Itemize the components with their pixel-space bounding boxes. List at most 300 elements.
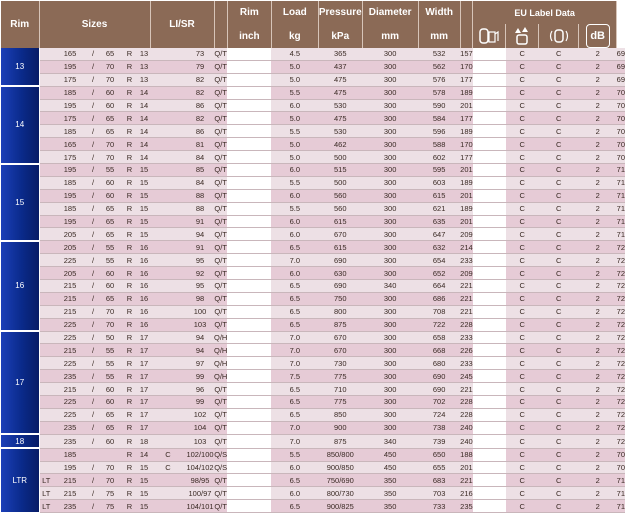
cell-commercial-flag [150,241,186,254]
cell-rim-diameter: 15 [139,204,149,214]
cell-wet-grip-class: C [539,228,579,241]
cell-prefix [39,112,53,125]
cell-diameter: 650 [418,448,460,461]
cell-pressure: 450 [362,461,418,474]
cell-fuel-class: C [506,500,539,513]
cell-load: 750 [318,292,362,305]
cell-aspect-ratio: 55 [99,357,121,370]
cell-prefix [39,151,53,164]
diameter-mm-unit: mm [362,24,418,48]
cell-section-width: 175 [53,73,87,86]
cell-pressure: 300 [362,408,418,421]
column-separator [473,357,506,370]
cell-load: 560 [318,202,362,215]
cell-noise-db: 71 [616,229,626,239]
cell-section-width: 235 [53,370,87,383]
cell-rim-diameter: 14 [139,126,149,136]
cell-pressure: 300 [362,318,418,331]
cell-load-index: 98/95 [186,474,214,487]
column-separator [227,164,271,177]
cell-commercial-flag [150,176,186,189]
cell-commercial-flag [150,383,186,396]
cell-speed-rating: Q/T [214,397,227,407]
table-row [1,396,625,409]
cell-commercial-flag [150,487,186,500]
table-row [1,125,625,138]
cell-rim-width: 6.5 [271,408,318,421]
cell-wet-grip-class: C [539,138,579,151]
size-slash: / [87,434,99,448]
cell-construction: R [121,202,138,215]
cell-rim-width: 5.0 [271,112,318,125]
column-separator [227,138,271,151]
table-row [1,241,625,254]
cell-rim-width: 7.5 [271,370,318,383]
cell-speed-rating: Q/S [214,462,228,472]
cell-load: 900/825 [318,500,362,513]
cell-section-width: 185 [53,202,87,215]
table-row [1,434,625,448]
cell-diameter: 562 [418,60,460,73]
cell-speed-rating: Q/T [214,191,227,201]
cell-speed-rating: Q/T [214,126,227,136]
cell-noise-class: 2 [579,421,617,434]
cell-rim-width: 6.0 [271,487,318,500]
cell-diameter: 703 [418,487,460,500]
cell-construction: R [121,357,138,370]
cell-load-index: 94 [186,228,214,241]
column-separator [227,151,271,164]
cell-commercial-flag [150,86,186,99]
cell-load-index: 96 [186,383,214,396]
cell-rim-diameter: 14 [139,88,149,98]
cell-prefix [39,434,53,448]
cell-fuel-class: C [506,434,539,448]
cell-aspect-ratio: 50 [99,331,121,344]
cell-fuel-class: C [506,318,539,331]
load-header: Load [271,1,318,24]
cell-construction: R [121,421,138,434]
cell-construction: R [121,241,138,254]
cell-noise-db: 72 [616,410,626,420]
cell-rim-width: 5.5 [271,448,318,461]
cell-fuel-class: C [506,99,539,112]
cell-rim-width: 6.5 [271,318,318,331]
cell-wet-grip-class: C [539,267,579,280]
cell-section-width: 185 [53,125,87,138]
cell-noise-db: 72 [616,294,626,304]
cell-noise-class: 2 [579,48,617,60]
size-slash: / [87,202,99,215]
cell-prefix: LT [39,500,53,513]
cell-noise-db: 69 [616,49,626,59]
column-separator [473,151,506,164]
table-row [1,60,625,73]
cell-speed-rating: Q/T [214,178,227,188]
cell-construction: R [121,383,138,396]
cell-pressure: 300 [362,370,418,383]
table-row [1,331,625,344]
cell-wet-grip-class: C [539,383,579,396]
cell-width: 221 [460,475,473,485]
cell-load: 750/690 [318,474,362,487]
cell-width: 157 [460,49,473,59]
cell-diameter: 655 [418,461,460,474]
cell-aspect-ratio: 65 [99,408,121,421]
cell-width: 226 [460,345,473,355]
cell-commercial-flag [150,408,186,421]
cell-section-width: 195 [53,215,87,228]
table-row [1,421,625,434]
cell-prefix [39,396,53,409]
cell-rim-diameter: 13 [139,49,149,59]
cell-rim-diameter: 16 [139,294,149,304]
cell-diameter: 708 [418,305,460,318]
column-separator [227,474,271,487]
cell-prefix [39,267,53,280]
table-row [1,176,625,189]
cell-rim-diameter: 17 [139,410,149,420]
cell-width: 216 [460,488,473,498]
cell-rim-diameter: 13 [139,62,149,72]
cell-speed-rating: Q/S [214,450,228,460]
cell-load-index: 82 [186,112,214,125]
cell-aspect-ratio: 60 [99,86,121,99]
cell-construction: R [121,138,138,151]
li-sr-header: LI/SR [150,1,214,48]
cell-noise-class: 2 [579,461,617,474]
cell-width: 177 [460,75,473,85]
cell-load: 775 [318,396,362,409]
cell-diameter: 733 [418,500,460,513]
cell-load: 775 [318,370,362,383]
cell-noise-db: 71 [616,217,626,227]
cell-rim-width: 7.0 [271,254,318,267]
cell-fuel-class: C [506,176,539,189]
cell-speed-rating: Q/T [214,281,227,291]
sizes-header: Sizes [39,1,150,48]
cell-prefix: LT [39,487,53,500]
column-separator [227,241,271,254]
table-row [1,474,625,487]
table-row [1,448,625,461]
column-separator [227,254,271,267]
cell-width: 245 [460,371,473,381]
cell-noise-class: 2 [579,73,617,86]
cell-load: 710 [318,383,362,396]
rim-group-label: 15 [1,164,39,241]
cell-speed-rating: Q/T [214,475,227,485]
cell-rim-width: 6.5 [271,292,318,305]
cell-speed-rating: Q/T [214,229,227,239]
cell-aspect-ratio: 70 [99,305,121,318]
inch-unit: inch [227,24,271,48]
cell-section-width: 215 [53,344,87,357]
cell-rim-width: 6.5 [271,500,318,513]
cell-pressure: 300 [362,344,418,357]
cell-wet-grip-class: C [539,344,579,357]
cell-commercial-flag: C [150,448,186,461]
cell-aspect-ratio: 55 [99,241,121,254]
cell-noise-db: 72 [616,320,626,330]
cell-load-index: 94 [186,331,214,344]
column-separator [473,461,506,474]
cell-prefix [39,99,53,112]
cell-noise-db: 72 [616,423,626,433]
diameter-header: Diameter [362,1,418,24]
cell-construction: R [121,164,138,177]
cell-pressure: 300 [362,125,418,138]
cell-fuel-class: C [506,383,539,396]
cell-load: 875 [318,434,362,448]
cell-speed-rating: Q/T [214,139,227,149]
cell-speed-rating: Q/T [214,255,227,265]
column-separator [473,189,506,202]
cell-load: 462 [318,138,362,151]
table-row [1,138,625,151]
cell-rim-width: 5.5 [271,125,318,138]
cell-rim-diameter: 15 [139,165,149,175]
cell-construction: R [121,151,138,164]
cell-section-width: 185 [53,176,87,189]
cell-load-index: 102 [186,408,214,421]
cell-speed-rating: Q/H [214,333,228,343]
cell-load: 560 [318,189,362,202]
cell-noise-class: 2 [579,112,617,125]
size-slash: / [87,176,99,189]
cell-width: 214 [460,242,473,252]
cell-construction: R [121,344,138,357]
rim-group-label: 14 [1,86,39,163]
size-slash: / [87,344,99,357]
cell-load-index: 100/97 [186,487,214,500]
cell-load-index: 92 [186,267,214,280]
cell-aspect-ratio: 70 [99,474,121,487]
cell-prefix [39,215,53,228]
cell-construction: R [121,112,138,125]
column-separator [227,48,271,60]
tire-size-table [1,1,625,514]
cell-rim-width: 6.0 [271,164,318,177]
cell-rim-diameter: 15 [139,475,149,485]
column-separator [227,487,271,500]
cell-rim-width: 7.0 [271,421,318,434]
cell-fuel-class: C [506,228,539,241]
cell-noise-db: 72 [616,358,626,368]
cell-construction: R [121,73,138,86]
cell-prefix [39,461,53,474]
column-separator [227,189,271,202]
header-separator-2 [460,1,473,48]
cell-load-index: 103 [186,318,214,331]
cell-section-width: 225 [53,331,87,344]
cell-fuel-class: C [506,215,539,228]
cell-noise-db: 72 [616,384,626,394]
cell-section-width: 225 [53,254,87,267]
table-row [1,189,625,202]
cell-aspect-ratio: 65 [99,125,121,138]
cell-rim-width: 6.0 [271,215,318,228]
table-row [1,344,625,357]
cell-wet-grip-class: C [539,241,579,254]
size-slash: / [87,189,99,202]
cell-pressure: 350 [362,500,418,513]
cell-wet-grip-class: C [539,434,579,448]
cell-speed-rating: Q/T [214,88,227,98]
cell-speed-rating: Q/T [214,217,227,227]
cell-fuel-class: C [506,280,539,293]
cell-aspect-ratio: 60 [99,434,121,448]
cell-load-index: 104/101 [186,501,214,511]
cell-width: 233 [460,358,473,368]
cell-commercial-flag [150,500,186,513]
cell-width: 177 [460,113,473,123]
size-slash: / [87,138,99,151]
cell-noise-class: 2 [579,292,617,305]
column-separator [473,99,506,112]
size-slash: / [87,60,99,73]
size-slash: / [87,73,99,86]
cell-rim-diameter: 15 [139,229,149,239]
cell-wet-grip-class: C [539,421,579,434]
cell-noise-db: 72 [616,255,626,265]
cell-commercial-flag [150,189,186,202]
cell-construction: R [121,86,138,99]
cell-rim-diameter: 14 [139,113,149,123]
cell-load-index: 102/100 [186,450,214,460]
cell-prefix [39,318,53,331]
cell-rim-width: 6.5 [271,280,318,293]
cell-speed-rating: Q/T [214,320,227,330]
cell-noise-class: 2 [579,60,617,73]
cell-aspect-ratio: 55 [99,164,121,177]
cell-rim-diameter: 15 [139,501,149,511]
cell-noise-class: 2 [579,267,617,280]
cell-noise-db: 72 [616,397,626,407]
column-separator [473,125,506,138]
size-slash: / [87,280,99,293]
cell-width: 201 [460,191,473,201]
cell-rim-diameter: 18 [138,434,150,448]
cell-rim-width: 6.5 [271,474,318,487]
cell-width: 209 [460,268,473,278]
cell-noise-db: 72 [616,242,626,252]
cell-rim-width: 6.0 [271,267,318,280]
cell-aspect-ratio: 60 [99,396,121,409]
cell-aspect-ratio: 70 [99,318,121,331]
cell-commercial-flag [150,164,186,177]
cell-section-width: 195 [53,60,87,73]
cell-rim-diameter: 15 [139,462,149,472]
column-separator [473,434,506,448]
column-separator [227,434,271,448]
cell-pressure: 300 [362,383,418,396]
cell-speed-rating: Q/T [214,410,227,420]
cell-rim-diameter: 14 [139,139,149,149]
cell-load-index: 104/102 [186,462,214,472]
kpa-unit: kPa [318,24,362,48]
cell-load-index: 86 [186,125,214,138]
cell-load-index: 88 [186,202,214,215]
size-slash: / [87,125,99,138]
cell-noise-db: 70 [616,450,626,460]
cell-rim-diameter: 17 [139,423,149,433]
cell-aspect-ratio: 65 [99,421,121,434]
table-row [1,370,625,383]
cell-wet-grip-class: C [539,396,579,409]
cell-aspect-ratio: 60 [99,280,121,293]
cell-wet-grip-class: C [539,370,579,383]
cell-diameter: 621 [418,202,460,215]
cell-construction: R [121,60,138,73]
cell-fuel-class: C [506,474,539,487]
cell-width: 235 [460,501,473,511]
cell-pressure: 300 [362,60,418,73]
size-slash: / [87,421,99,434]
cell-load: 900 [318,421,362,434]
cell-prefix [39,241,53,254]
column-separator [227,331,271,344]
size-slash: / [87,164,99,177]
cell-commercial-flag [150,99,186,112]
cell-diameter: 658 [418,331,460,344]
cell-fuel-class: C [506,73,539,86]
cell-width: 188 [460,450,473,460]
cell-section-width: 195 [53,189,87,202]
cell-width: 189 [460,126,473,136]
cell-construction: R [121,434,138,448]
cell-section-width: 175 [53,112,87,125]
cell-pressure: 300 [362,331,418,344]
cell-load: 730 [318,357,362,370]
cell-load: 875 [318,318,362,331]
cell-load-index: 95 [186,280,214,293]
cell-fuel-class: C [506,305,539,318]
cell-width: 201 [460,217,473,227]
cell-pressure: 450 [362,448,418,461]
cell-pressure: 300 [362,48,418,60]
size-slash: / [87,318,99,331]
cell-construction: R [121,408,138,421]
cell-width: 233 [460,255,473,265]
cell-load: 615 [318,241,362,254]
cell-commercial-flag [150,421,186,434]
cell-fuel-class: C [506,241,539,254]
cell-section-width: 215 [53,474,87,487]
cell-noise-class: 2 [579,280,617,293]
cell-rim-diameter: 13 [139,75,149,85]
cell-wet-grip-class: C [539,280,579,293]
cell-load-index: 84 [186,151,214,164]
cell-rim-width: 7.0 [271,331,318,344]
cell-rim-diameter: 14 [139,450,149,460]
cell-fuel-class: C [506,448,539,461]
cell-load-index: 99 [186,396,214,409]
cell-load: 670 [318,344,362,357]
cell-diameter: 615 [418,189,460,202]
cell-prefix [39,125,53,138]
cell-diameter: 590 [418,99,460,112]
cell-wet-grip-class: C [539,474,579,487]
cell-rim-width: 5.5 [271,86,318,99]
cell-load-index: 91 [186,215,214,228]
column-separator [227,292,271,305]
cell-diameter: 739 [418,434,460,448]
eu-label-header: EU Label Data [473,1,617,24]
column-separator [473,176,506,189]
cell-load: 530 [318,125,362,138]
cell-wet-grip-class: C [539,151,579,164]
